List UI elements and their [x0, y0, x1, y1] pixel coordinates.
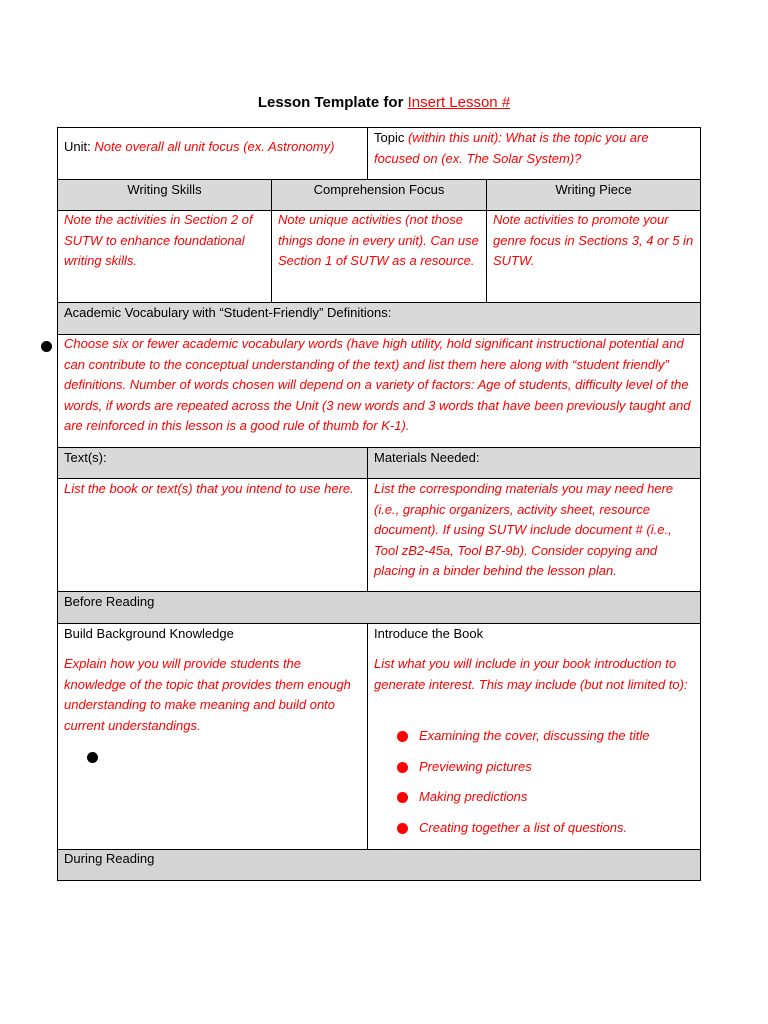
- writing-piece-header: Writing Piece: [555, 182, 632, 197]
- page-title: [0, 94, 768, 111]
- col-divider: [367, 623, 368, 849]
- during-reading-header: During Reading: [64, 851, 155, 866]
- bullet-text: Making predictions: [419, 789, 528, 805]
- texts-header: Text(s):: [64, 450, 107, 465]
- bullet-icon: [87, 752, 98, 763]
- bullet-icon: [397, 792, 408, 803]
- list-item: [394, 787, 650, 818]
- vocab-note: Choose six or fewer academic vocabulary words (have high utility, hold significant instructional potential and can contribute to the conceptual understanding of the text) and list them here along with “student friendly” definitions. Number of words chosen will depend on a variety of factors: Age of students, difficulty level of the words, if words are repeated across the Unit (3 new words and 3 words that have been previously taught and are reinforced in this lesson is a good rule of thumb for K-1).: [64, 336, 691, 433]
- insert-lesson-link: Insert Lesson #: [407, 94, 511, 111]
- comprehension-focus-header: Comprehension Focus: [313, 182, 445, 197]
- col-divider: [367, 127, 368, 179]
- bullet-text: Examining the cover, discussing the title: [419, 728, 650, 743]
- vocab-header: Academic Vocabulary with “Student-Friendly” Definitions:: [64, 305, 392, 320]
- bullet-icon: [397, 731, 408, 742]
- bullet-icon: [41, 341, 52, 352]
- topic-note: (within this unit): What is the topic you are focused on (ex. The Solar System)?: [374, 130, 649, 166]
- topic-label: Topic: [374, 130, 408, 145]
- table-border-left: [57, 127, 58, 881]
- before-reading-header: Before Reading: [64, 594, 155, 609]
- background-note: Explain how you will provide students the knowledge of the topic that provides them enough understanding to make meaning and build onto current understandings.: [64, 656, 351, 733]
- bullet-icon: [397, 762, 408, 773]
- unit-label: Unit:: [64, 139, 95, 154]
- bullet-text: Creating together a list of questions.: [419, 820, 628, 836]
- texts-note: List the book or text(s) that you intend to use here.: [64, 481, 354, 496]
- materials-note: List the corresponding materials you may need here (i.e., graphic organizers, activity sheet, resource document). If using SUTW include document # (i.e., Tool zB2-45a, Tool B7-9b). Consider copying and placing in a binder behind the lesson plan.: [374, 481, 674, 578]
- materials-header: Materials Needed:: [374, 450, 480, 465]
- list-item: [394, 757, 650, 788]
- writing-skills-note: Note the activities in Section 2 of SUTW to enhance foundational writing skills.: [64, 212, 253, 268]
- introduce-bullets: [394, 726, 650, 849]
- list-item: [394, 726, 650, 757]
- col-divider: [367, 447, 368, 591]
- topic-cell: [374, 128, 692, 169]
- introduce-header: Introduce the Book: [374, 626, 484, 641]
- bullet-icon: [397, 823, 408, 834]
- table-border-right: [700, 127, 701, 881]
- unit-note: Note overall all unit focus (ex. Astronomy): [94, 139, 335, 154]
- table-border-bottom: [57, 880, 701, 881]
- comprehension-note: Note unique activities (not those things done in every unit). Can use Section 1 of SUTW as a resource.: [278, 212, 479, 268]
- title-text: Lesson Template for: [257, 94, 408, 111]
- introduce-note: List what you will include in your book introduction to generate interest. This may include (but not limited to):: [374, 656, 688, 692]
- writing-skills-header: Writing Skills: [127, 182, 202, 197]
- unit-cell: [64, 137, 364, 158]
- background-header: Build Background Knowledge: [64, 626, 234, 641]
- list-item: [394, 818, 650, 849]
- writing-piece-note: Note activities to promote your genre focus in Sections 3, 4 or 5 in SUTW.: [493, 212, 694, 268]
- bullet-text: Previewing pictures: [419, 758, 532, 774]
